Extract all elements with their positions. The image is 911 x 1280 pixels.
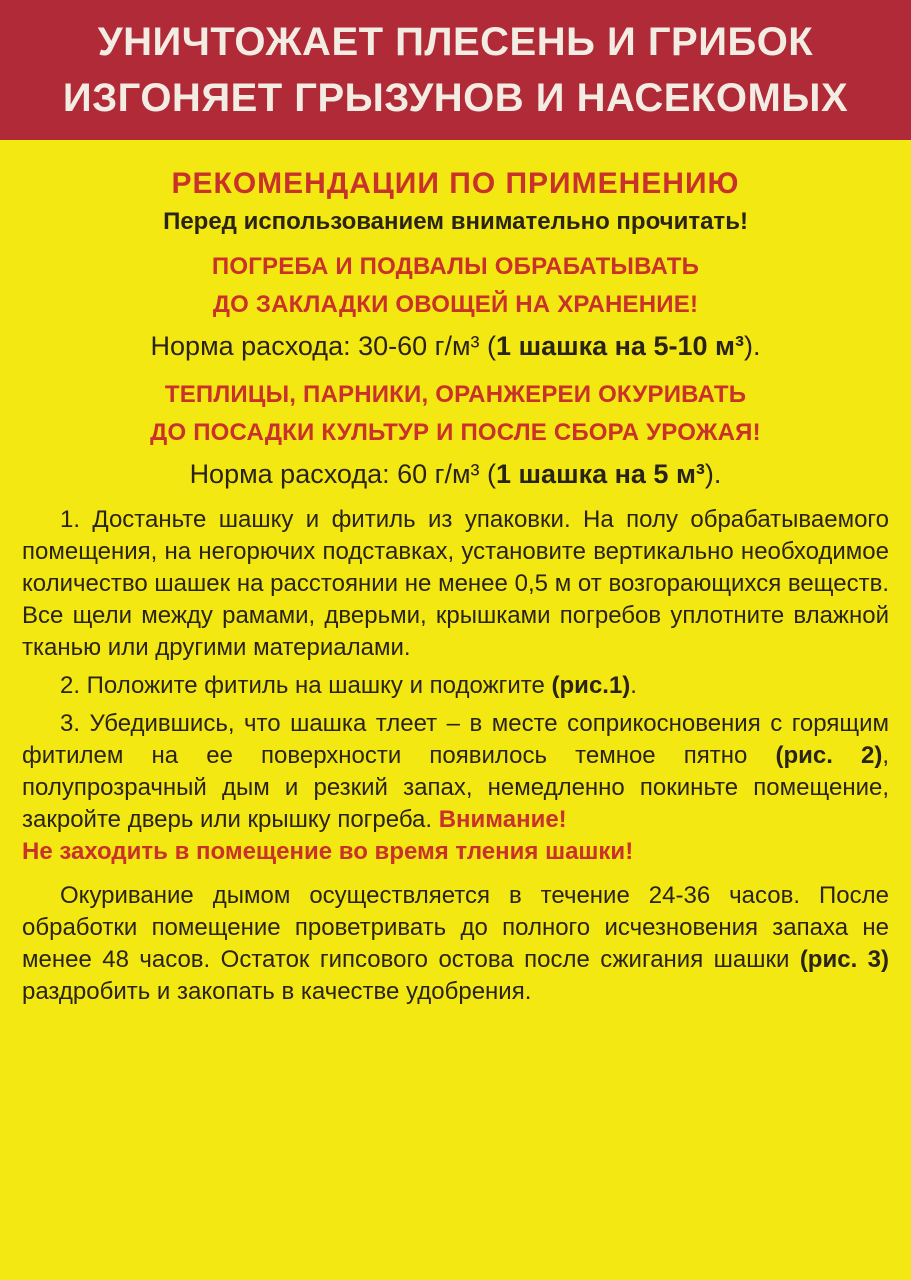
step-3-figure-ref: (рис. 2) xyxy=(775,742,883,769)
page-title: РЕКОМЕНДАЦИИ ПО ПРИМЕНЕНИЮ xyxy=(171,167,740,200)
page-subtitle: Перед использованием внимательно прочитать! xyxy=(163,208,748,235)
step-2-text: 2. Положите фитиль на шашку и подожгите xyxy=(60,672,552,699)
greenhouses-norm-suffix: ). xyxy=(704,459,722,489)
cellars-norm xyxy=(22,324,889,368)
cellars-heading-line2: ДО ЗАКЛАДКИ ОВОЩЕЙ НА ХРАНЕНИЕ! xyxy=(212,291,699,318)
greenhouses-norm-prefix: Норма расхода: 60 г/м³ ( xyxy=(189,459,497,489)
cellars-norm-dose: 1 шашка на 5-10 м³ xyxy=(496,331,744,361)
step-3-text-part1: 3. Убедившись, что шашка тлеет – в месте соприкосновения с горящим фитилем на ее поверхности появилось темное пятно xyxy=(22,710,889,769)
cellars-heading-line1: ПОГРЕБА И ПОДВАЛЫ ОБРАБАТЫВАТЬ xyxy=(211,253,700,280)
greenhouses-norm xyxy=(22,452,889,496)
step-3 xyxy=(22,708,889,868)
cellars-norm-suffix: ). xyxy=(743,331,761,361)
cellars-norm-prefix: Норма расхода: 30-60 г/м³ ( xyxy=(150,331,497,361)
instructions-body xyxy=(0,140,911,1280)
final-figure-ref: (рис. 3) xyxy=(799,946,889,973)
banner-line-mold: УНИЧТОЖАЕТ ПЛЕСЕНЬ И ГРИБОК xyxy=(97,20,814,64)
greenhouses-heading-line2: ДО ПОСАДКИ КУЛЬТУР И ПОСЛЕ СБОРА УРОЖАЯ! xyxy=(150,419,761,446)
step-3-text-part2: , полупрозрачный дым и резкий запах, немедленно покиньте помещение, закройте дверь или крышку погреба. xyxy=(22,742,889,833)
step-3-warning: Не заходить в помещение во время тления шашки! xyxy=(22,838,634,865)
final-paragraph xyxy=(22,880,889,1008)
step-2-end: . xyxy=(630,672,637,699)
greenhouses-norm-dose: 1 шашка на 5 м³ xyxy=(496,459,705,489)
greenhouses-heading-line1: ТЕПЛИЦЫ, ПАРНИКИ, ОРАНЖЕРЕИ ОКУРИВАТЬ xyxy=(164,381,747,408)
top-banner xyxy=(0,0,911,140)
step-2-figure-ref: (рис.1) xyxy=(551,672,631,699)
final-text-part1: Окуривание дымом осуществляется в течение 24-36 часов. После обработки помещение проветривать до полного исчезновения запаха не менее 48 часов. Остаток гипсового остова после сжигания шашки xyxy=(22,882,889,973)
banner-line-rodents: ИЗГОНЯЕТ ГРЫЗУНОВ И НАСЕКОМЫХ xyxy=(62,76,849,120)
final-text-part2: раздробить и закопать в качестве удобрения. xyxy=(22,978,532,1005)
step-3-attention: Внимание! xyxy=(438,806,567,833)
step-2 xyxy=(22,670,889,702)
step-1: 1. Достаньте шашку и фитиль из упаковки. На полу обрабатываемого помещения, на негорючих подставках, установите вертикально необходимое количество шашек на расстоянии не менее 0,5 м от возгорающихся веществ. Все щели между рамами, дверьми, крышками погребов уплотните влажной тканью или другими материалами. xyxy=(22,506,889,661)
